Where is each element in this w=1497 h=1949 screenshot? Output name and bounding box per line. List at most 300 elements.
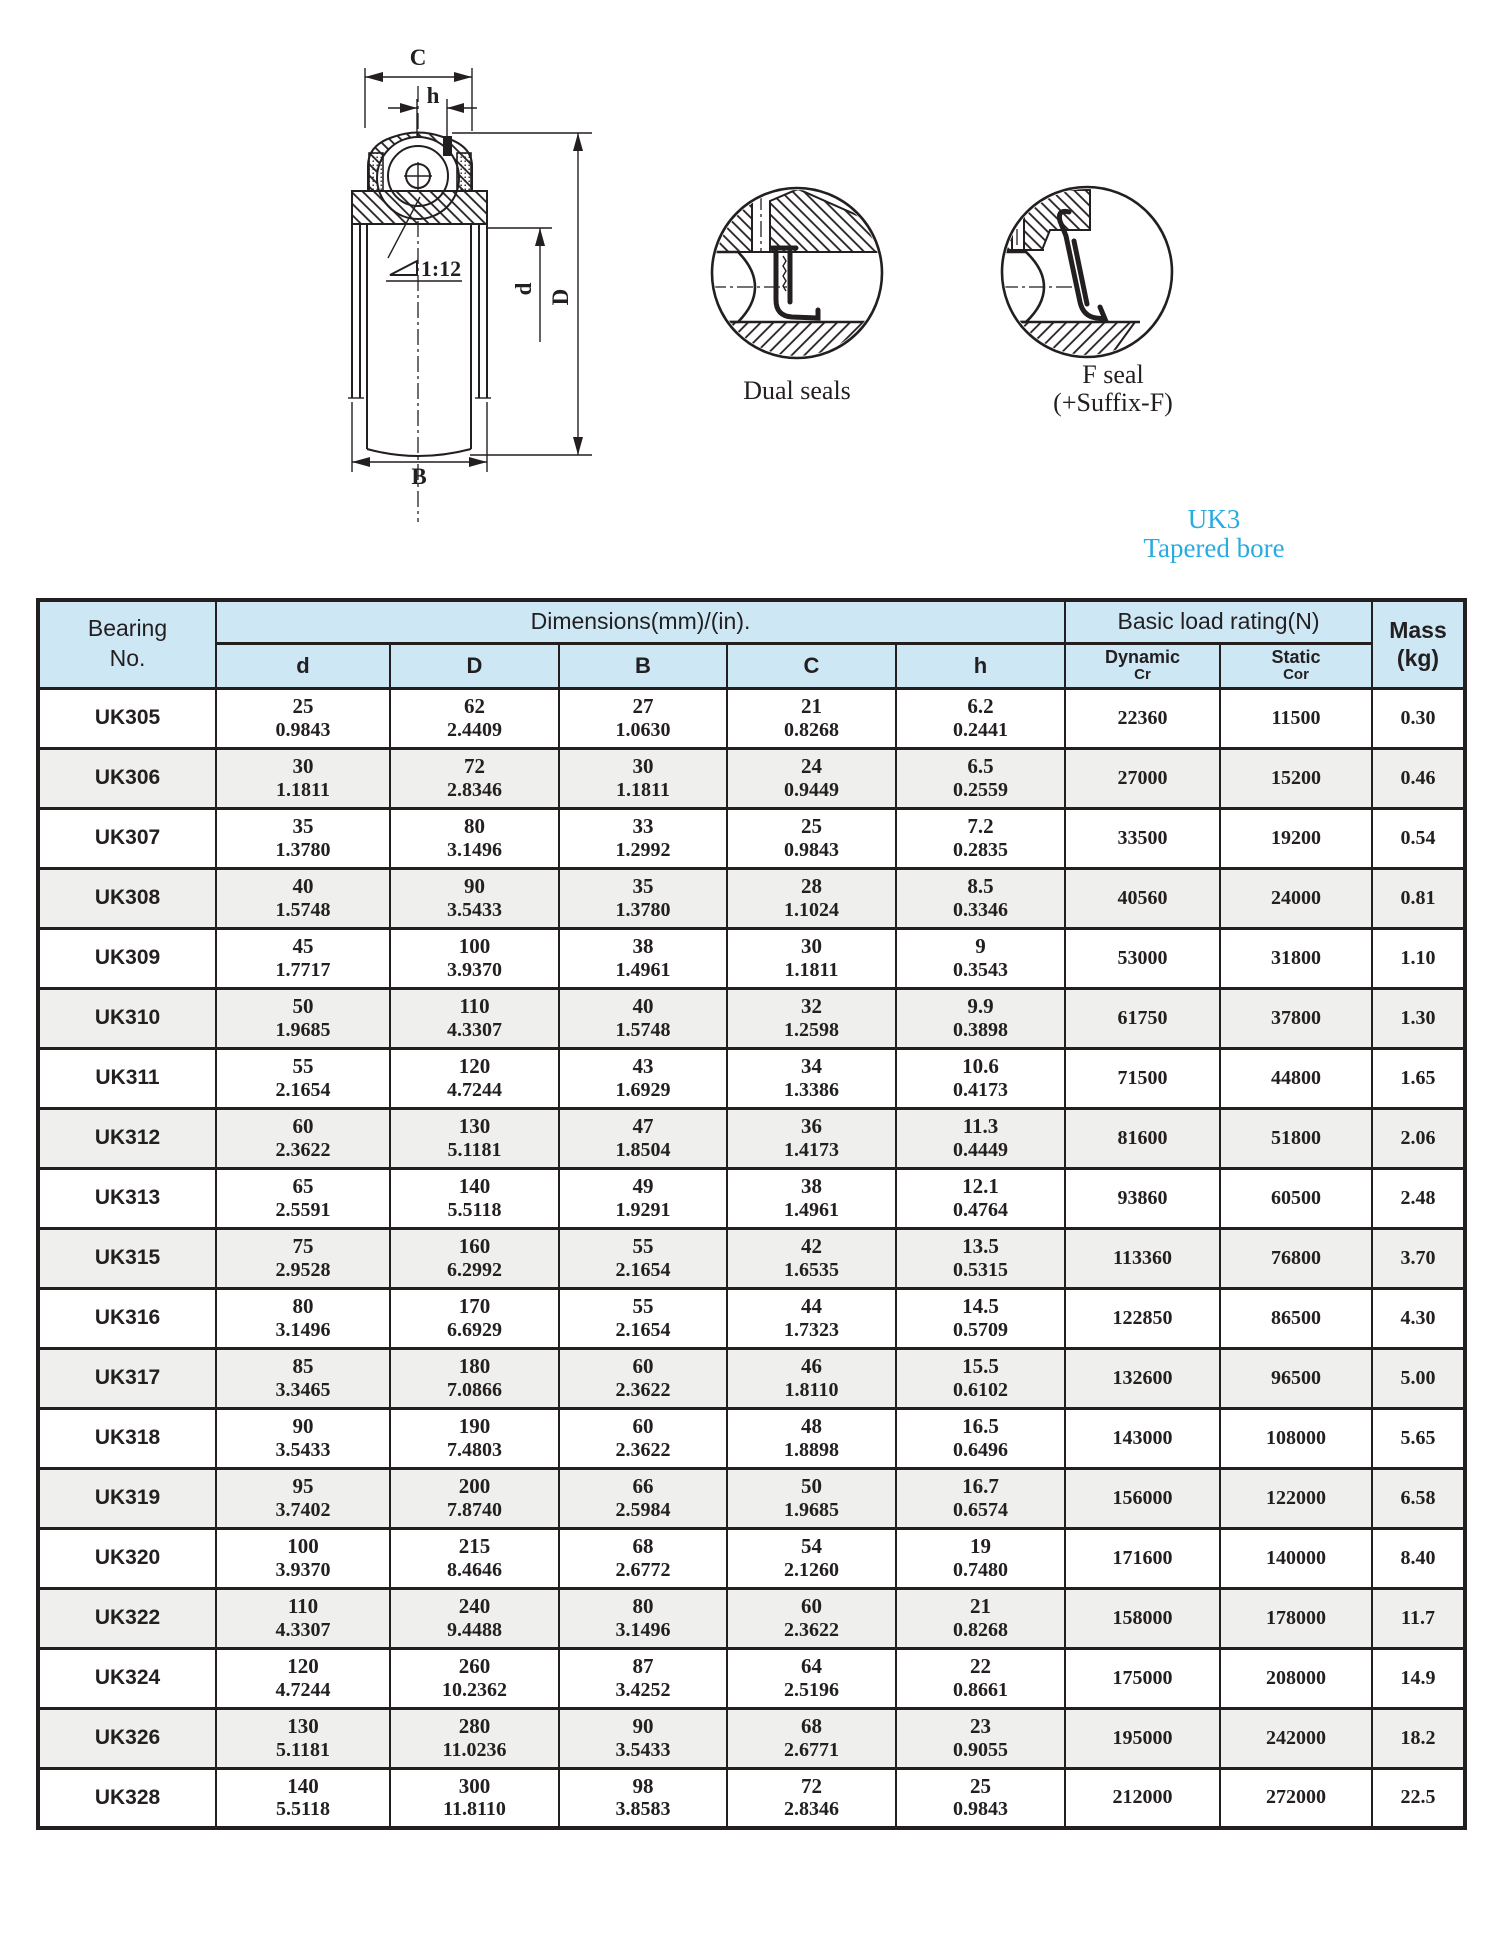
table-row [38, 1168, 1465, 1228]
cell-C [727, 1168, 896, 1228]
cell-D [390, 688, 559, 748]
cell-dynamic-cr: 53000 [1065, 928, 1220, 988]
cell-bearing-no: UK318 [38, 1408, 216, 1468]
value-in: 2.8346 [784, 1798, 839, 1821]
value-mm: 95 [292, 1474, 314, 1499]
value-mm: 140 [458, 1174, 491, 1199]
value-mm: 12.1 [962, 1174, 999, 1199]
value-mm: 28 [801, 874, 822, 899]
cell-D [390, 1348, 559, 1408]
cell-dynamic-cr: 171600 [1065, 1528, 1220, 1588]
dim-label-D: D [548, 288, 573, 306]
value-in: 0.5709 [953, 1318, 1008, 1341]
dynamic-header-line1: Dynamic [1104, 647, 1181, 668]
cell-bearing-no: UK317 [38, 1348, 216, 1408]
value-mm: 140 [287, 1773, 319, 1798]
value-mm: 22 [970, 1654, 991, 1679]
value-mm: 55 [292, 1054, 314, 1079]
cell-C [727, 1588, 896, 1648]
cell-B [559, 1048, 727, 1108]
value-in: 0.9843 [275, 718, 331, 741]
value-in: 1.9685 [275, 1018, 331, 1041]
f-seal-caption-line1: F seal [1082, 360, 1144, 389]
cell-B [559, 868, 727, 928]
value-mm: 64 [801, 1654, 822, 1679]
value-mm: 16.5 [962, 1414, 999, 1439]
value-mm: 120 [458, 1054, 491, 1079]
cell-mass: 18.2 [1372, 1708, 1465, 1768]
cell-h [896, 1588, 1065, 1648]
bearing-header-line1: Bearing [87, 615, 168, 642]
cell-mass: 0.30 [1372, 688, 1465, 748]
mass-header-line1: Mass [1389, 616, 1447, 643]
value-in: 6.6929 [447, 1318, 502, 1341]
value-mm: 49 [632, 1174, 654, 1199]
value-mm: 13.5 [962, 1234, 999, 1259]
value-in: 1.3780 [615, 898, 671, 921]
cell-static-cor: 15200 [1220, 748, 1372, 808]
table-row [38, 1588, 1465, 1648]
value-in: 2.3622 [275, 1138, 331, 1161]
value-in: 3.1496 [447, 838, 502, 861]
value-mm: 7.2 [967, 814, 994, 839]
cell-dynamic-cr: 113360 [1065, 1228, 1220, 1288]
cell-static-cor: 96500 [1220, 1348, 1372, 1408]
value-in: 1.3780 [275, 838, 331, 861]
value-in: 0.7480 [953, 1558, 1008, 1581]
value-in: 1.8504 [615, 1138, 671, 1161]
cell-D [390, 928, 559, 988]
value-in: 2.1654 [615, 1258, 671, 1281]
cell-static-cor: 19200 [1220, 808, 1372, 868]
value-in: 2.3622 [615, 1438, 671, 1461]
cell-d [216, 928, 390, 988]
value-in: 0.2835 [953, 838, 1008, 861]
cell-static-cor: 140000 [1220, 1528, 1372, 1588]
value-mm: 110 [459, 994, 490, 1019]
cell-h [896, 988, 1065, 1048]
value-in: 1.4961 [784, 1198, 839, 1221]
f-seal-detail [1000, 187, 1172, 366]
value-in: 10.2362 [442, 1678, 507, 1701]
cell-C [727, 988, 896, 1048]
cell-d [216, 748, 390, 808]
value-mm: 100 [287, 1534, 319, 1559]
value-in: 0.3346 [953, 898, 1008, 921]
table-row [38, 1348, 1465, 1408]
cell-d [216, 1048, 390, 1108]
value-in: 2.8346 [447, 778, 502, 801]
cell-D [390, 988, 559, 1048]
table-header [38, 600, 1465, 688]
cell-d [216, 1408, 390, 1468]
table-row [38, 1768, 1465, 1828]
cell-h [896, 1108, 1065, 1168]
cell-bearing-no: UK316 [38, 1288, 216, 1348]
value-in: 1.6535 [784, 1258, 839, 1281]
cell-h [896, 1648, 1065, 1708]
cell-static-cor: 24000 [1220, 868, 1372, 928]
cell-bearing-no: UK324 [38, 1648, 216, 1708]
cell-B [559, 1648, 727, 1708]
cell-dynamic-cr: 132600 [1065, 1348, 1220, 1408]
cell-h [896, 928, 1065, 988]
cell-bearing-no: UK307 [38, 808, 216, 868]
value-mm: 190 [458, 1414, 491, 1439]
cell-D [390, 1648, 559, 1708]
value-in: 0.9449 [784, 778, 839, 801]
cell-static-cor: 178000 [1220, 1588, 1372, 1648]
cell-d [216, 1168, 390, 1228]
value-in: 2.1260 [784, 1558, 839, 1581]
value-mm: 90 [464, 874, 485, 899]
value-mm: 35 [632, 874, 654, 899]
value-in: 4.7244 [275, 1678, 331, 1701]
cell-C [727, 1048, 896, 1108]
value-in: 7.8740 [447, 1498, 502, 1521]
value-in: 3.9370 [275, 1558, 331, 1581]
value-in: 0.2559 [953, 778, 1008, 801]
series-sublabel: Tapered bore [1143, 533, 1285, 563]
value-mm: 80 [464, 814, 485, 839]
cell-static-cor: 86500 [1220, 1288, 1372, 1348]
cell-h [896, 808, 1065, 868]
value-in: 7.4803 [447, 1438, 502, 1461]
col-header-bearing-no [38, 600, 216, 688]
cell-h [896, 1408, 1065, 1468]
cell-mass: 14.9 [1372, 1648, 1465, 1708]
value-in: 1.8110 [784, 1378, 839, 1401]
value-mm: 50 [292, 994, 314, 1019]
cell-C [727, 808, 896, 868]
table-row [38, 1648, 1465, 1708]
value-mm: 90 [292, 1414, 314, 1439]
cell-mass: 1.30 [1372, 988, 1465, 1048]
cell-h [896, 688, 1065, 748]
cell-bearing-no: UK305 [38, 688, 216, 748]
value-mm: 42 [801, 1234, 822, 1259]
cell-D [390, 1108, 559, 1168]
value-in: 1.7323 [784, 1318, 839, 1341]
table-row [38, 1288, 1465, 1348]
value-mm: 130 [287, 1714, 319, 1739]
bearing-spec-table-wrap [36, 598, 1467, 1830]
cell-d [216, 1348, 390, 1408]
value-mm: 200 [458, 1474, 491, 1499]
cell-static-cor: 122000 [1220, 1468, 1372, 1528]
value-mm: 6.2 [967, 694, 994, 719]
cell-static-cor: 76800 [1220, 1228, 1372, 1288]
series-title [1143, 505, 1284, 563]
value-in: 2.4409 [447, 718, 502, 741]
cell-bearing-no: UK328 [38, 1768, 216, 1828]
value-mm: 21 [970, 1594, 991, 1619]
table-row [38, 688, 1465, 748]
series-label: UK3 [1187, 504, 1241, 534]
value-in: 1.7717 [275, 958, 331, 981]
cell-dynamic-cr: 81600 [1065, 1108, 1220, 1168]
cell-bearing-no: UK313 [38, 1168, 216, 1228]
value-in: 0.8268 [953, 1618, 1008, 1641]
cell-bearing-no: UK312 [38, 1108, 216, 1168]
cell-B [559, 928, 727, 988]
cell-d [216, 868, 390, 928]
cell-static-cor: 11500 [1220, 688, 1372, 748]
value-mm: 62 [464, 694, 485, 719]
f-seal-caption-line2: (+Suffix-F) [1053, 388, 1173, 417]
value-in: 1.1811 [276, 778, 330, 801]
value-in: 3.1496 [275, 1318, 331, 1341]
cell-bearing-no: UK309 [38, 928, 216, 988]
cell-bearing-no: UK311 [38, 1048, 216, 1108]
cell-C [727, 1288, 896, 1348]
table-row [38, 1048, 1465, 1108]
value-mm: 120 [287, 1654, 319, 1679]
value-mm: 25 [970, 1773, 991, 1798]
cell-dynamic-cr: 22360 [1065, 688, 1220, 748]
cell-d [216, 988, 390, 1048]
value-in: 4.3307 [275, 1618, 331, 1641]
cell-d [216, 1528, 390, 1588]
cell-mass: 22.5 [1372, 1768, 1465, 1828]
value-in: 0.3898 [953, 1018, 1008, 1041]
cell-h [896, 1168, 1065, 1228]
value-in: 0.3543 [953, 958, 1008, 981]
value-mm: 100 [458, 934, 491, 959]
cell-dynamic-cr: 27000 [1065, 748, 1220, 808]
value-in: 1.6929 [615, 1078, 671, 1101]
cell-B [559, 1288, 727, 1348]
cell-dynamic-cr: 156000 [1065, 1468, 1220, 1528]
value-in: 0.6102 [953, 1378, 1008, 1401]
value-mm: 66 [632, 1474, 654, 1499]
value-mm: 23 [970, 1714, 991, 1739]
value-in: 6.2992 [447, 1258, 502, 1281]
table-row [38, 808, 1465, 868]
cell-C [727, 868, 896, 928]
value-mm: 60 [292, 1114, 314, 1139]
cell-mass: 8.40 [1372, 1528, 1465, 1588]
value-in: 1.9291 [615, 1198, 671, 1221]
cell-D [390, 1288, 559, 1348]
cell-D [390, 1528, 559, 1588]
value-mm: 9 [975, 934, 986, 959]
value-mm: 10.6 [962, 1054, 999, 1079]
col-header-dimensions: Dimensions(mm)/(in). [216, 600, 1065, 643]
value-mm: 36 [801, 1114, 822, 1139]
value-in: 3.3465 [275, 1378, 331, 1401]
cell-mass: 2.48 [1372, 1168, 1465, 1228]
cell-C [727, 1768, 896, 1828]
cell-mass: 11.7 [1372, 1588, 1465, 1648]
value-in: 0.9843 [953, 1798, 1008, 1821]
dim-label-d: d [511, 282, 536, 296]
cell-h [896, 1288, 1065, 1348]
cell-bearing-no: UK315 [38, 1228, 216, 1288]
cell-dynamic-cr: 40560 [1065, 868, 1220, 928]
value-in: 1.0630 [615, 718, 671, 741]
value-mm: 43 [632, 1054, 654, 1079]
value-mm: 44 [801, 1294, 822, 1319]
cell-dynamic-cr: 195000 [1065, 1708, 1220, 1768]
value-mm: 68 [632, 1534, 654, 1559]
cell-d [216, 1108, 390, 1168]
value-in: 3.5433 [447, 898, 502, 921]
col-header-D: D [390, 643, 559, 688]
cell-static-cor: 108000 [1220, 1408, 1372, 1468]
table-body [38, 688, 1465, 1828]
cell-static-cor: 272000 [1220, 1768, 1372, 1828]
value-mm: 16.7 [962, 1474, 999, 1499]
value-mm: 19 [970, 1534, 991, 1559]
cell-B [559, 1468, 727, 1528]
col-header-d: d [216, 643, 390, 688]
taper-ratio-label: 1:12 [420, 256, 462, 281]
cell-dynamic-cr: 71500 [1065, 1048, 1220, 1108]
value-mm: 38 [632, 934, 654, 959]
value-in: 0.9843 [784, 838, 839, 861]
value-in: 8.4646 [447, 1558, 502, 1581]
cell-D [390, 868, 559, 928]
value-in: 3.9370 [447, 958, 502, 981]
cell-C [727, 1708, 896, 1768]
cell-h [896, 1468, 1065, 1528]
table-row [38, 748, 1465, 808]
dim-label-C: C [409, 45, 427, 70]
dim-label-B: B [411, 464, 427, 489]
value-mm: 68 [801, 1714, 822, 1739]
f-seal-caption [1053, 361, 1173, 417]
value-mm: 72 [801, 1773, 822, 1798]
cell-bearing-no: UK320 [38, 1528, 216, 1588]
dim-label-h: h [426, 83, 440, 108]
col-header-static-cor [1220, 643, 1372, 688]
value-mm: 38 [801, 1174, 822, 1199]
cell-static-cor: 31800 [1220, 928, 1372, 988]
value-mm: 40 [292, 874, 314, 899]
cell-B [559, 1108, 727, 1168]
value-in: 0.2441 [953, 718, 1008, 741]
value-in: 3.7402 [275, 1498, 331, 1521]
value-in: 2.6772 [615, 1558, 671, 1581]
dynamic-header-line2: Cr [1134, 666, 1151, 684]
value-mm: 30 [292, 754, 314, 779]
cell-C [727, 748, 896, 808]
cell-dynamic-cr: 158000 [1065, 1588, 1220, 1648]
value-in: 5.5118 [447, 1198, 502, 1221]
cell-C [727, 1348, 896, 1408]
cell-D [390, 1588, 559, 1648]
value-in: 2.5984 [615, 1498, 671, 1521]
value-in: 0.4449 [953, 1138, 1008, 1161]
value-mm: 45 [292, 934, 314, 959]
value-mm: 32 [801, 994, 822, 1019]
value-mm: 90 [632, 1714, 654, 1739]
cell-B [559, 748, 727, 808]
value-in: 0.8268 [784, 718, 839, 741]
value-mm: 300 [458, 1773, 491, 1798]
col-header-load-rating: Basic load rating(N) [1065, 600, 1372, 643]
value-in: 9.4488 [447, 1618, 502, 1641]
value-in: 2.6771 [784, 1738, 839, 1761]
cell-D [390, 1168, 559, 1228]
value-mm: 60 [632, 1414, 654, 1439]
value-in: 0.4173 [953, 1078, 1008, 1101]
value-mm: 30 [632, 754, 654, 779]
value-in: 1.8898 [784, 1438, 839, 1461]
value-in: 1.4173 [784, 1138, 839, 1161]
cell-d [216, 1768, 390, 1828]
cell-dynamic-cr: 33500 [1065, 808, 1220, 868]
value-mm: 24 [801, 754, 822, 779]
cell-d [216, 1288, 390, 1348]
cell-B [559, 1768, 727, 1828]
table-row [38, 1408, 1465, 1468]
cell-C [727, 1408, 896, 1468]
value-mm: 110 [287, 1594, 319, 1619]
cell-bearing-no: UK308 [38, 868, 216, 928]
value-in: 0.5315 [953, 1258, 1008, 1281]
value-mm: 14.5 [962, 1294, 999, 1319]
value-in: 2.1654 [615, 1318, 671, 1341]
cell-C [727, 1648, 896, 1708]
value-mm: 27 [632, 694, 654, 719]
value-mm: 35 [292, 814, 314, 839]
value-in: 0.6574 [953, 1498, 1008, 1521]
value-mm: 55 [632, 1234, 654, 1259]
value-in: 1.1024 [784, 898, 839, 921]
col-header-dynamic-cr [1065, 643, 1220, 688]
cell-B [559, 1708, 727, 1768]
table-row [38, 1468, 1465, 1528]
cell-static-cor: 208000 [1220, 1648, 1372, 1708]
cell-h [896, 1348, 1065, 1408]
cell-bearing-no: UK319 [38, 1468, 216, 1528]
table-row [38, 1108, 1465, 1168]
table-row [38, 1708, 1465, 1768]
value-in: 5.1181 [447, 1138, 502, 1161]
table-row [38, 1528, 1465, 1588]
value-mm: 9.9 [967, 994, 994, 1019]
value-mm: 34 [801, 1054, 822, 1079]
value-mm: 60 [632, 1354, 654, 1379]
value-mm: 85 [292, 1354, 314, 1379]
cell-static-cor: 37800 [1220, 988, 1372, 1048]
cell-mass: 0.54 [1372, 808, 1465, 868]
cell-dynamic-cr: 122850 [1065, 1288, 1220, 1348]
value-mm: 98 [632, 1773, 654, 1798]
value-mm: 72 [464, 754, 485, 779]
cell-D [390, 1468, 559, 1528]
cell-B [559, 1528, 727, 1588]
value-in: 4.7244 [447, 1078, 502, 1101]
cell-mass: 6.58 [1372, 1468, 1465, 1528]
cell-h [896, 1768, 1065, 1828]
value-mm: 11.3 [962, 1114, 999, 1139]
cell-mass: 1.10 [1372, 928, 1465, 988]
cell-C [727, 1228, 896, 1288]
value-in: 2.9528 [275, 1258, 331, 1281]
cell-h [896, 1048, 1065, 1108]
cell-B [559, 1168, 727, 1228]
value-mm: 40 [632, 994, 654, 1019]
value-mm: 170 [458, 1294, 491, 1319]
value-in: 2.5591 [275, 1198, 331, 1221]
value-mm: 47 [632, 1114, 654, 1139]
value-mm: 87 [632, 1654, 654, 1679]
cell-C [727, 688, 896, 748]
cell-B [559, 808, 727, 868]
